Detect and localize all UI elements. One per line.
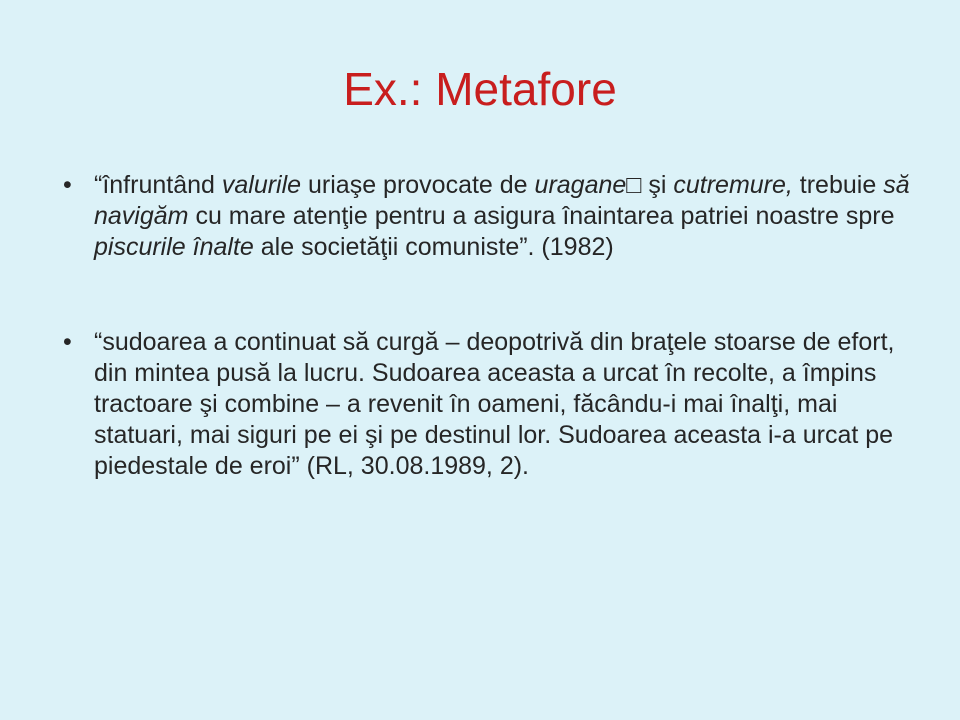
bullet-dot-icon: • [63,328,72,356]
text-segment-italic: să navigăm [94,171,910,230]
text-segment: şi [641,171,674,199]
text-segment: “înfruntând [94,171,222,199]
bullet-text [94,170,918,263]
text-segment: uriaşe provocate de [301,171,535,199]
bullet-item [63,327,918,482]
missing-glyph: □ [626,171,642,199]
bullet-list [63,170,918,482]
text-segment-italic: cutremure, [673,171,793,199]
bullet-text [94,327,918,482]
text-segment: ale societăţii comuniste”. (1982) [253,233,614,261]
text-segment: “sudoarea a continuat să curgă – deopotrivă din braţele stoarse de efort, din mintea pusă la lucru. Sudoarea aceasta a urcat în recolte, a împins tractoare şi combine – a revenit în oameni, făcându-i mai înalţi, mai statuari, mai siguri pe ei şi pe destinul lor. Sudoarea aceasta i-a urcat pe piedestale de eroi” (RL, 30.08.1989, 2). [94,328,895,480]
text-segment-italic: uragane [534,171,627,199]
text-segment-italic: piscurile înalte [94,233,254,261]
bullet-item [63,170,918,263]
bullet-dot-icon: • [63,171,72,199]
slide-title: Ex.: Metafore [343,63,617,115]
text-segment: trebuie [792,171,884,199]
text-segment: cu mare atenţie pentru a asigura înaintarea patriei noastre spre [188,202,895,230]
text-segment-italic: valurile [221,171,302,199]
